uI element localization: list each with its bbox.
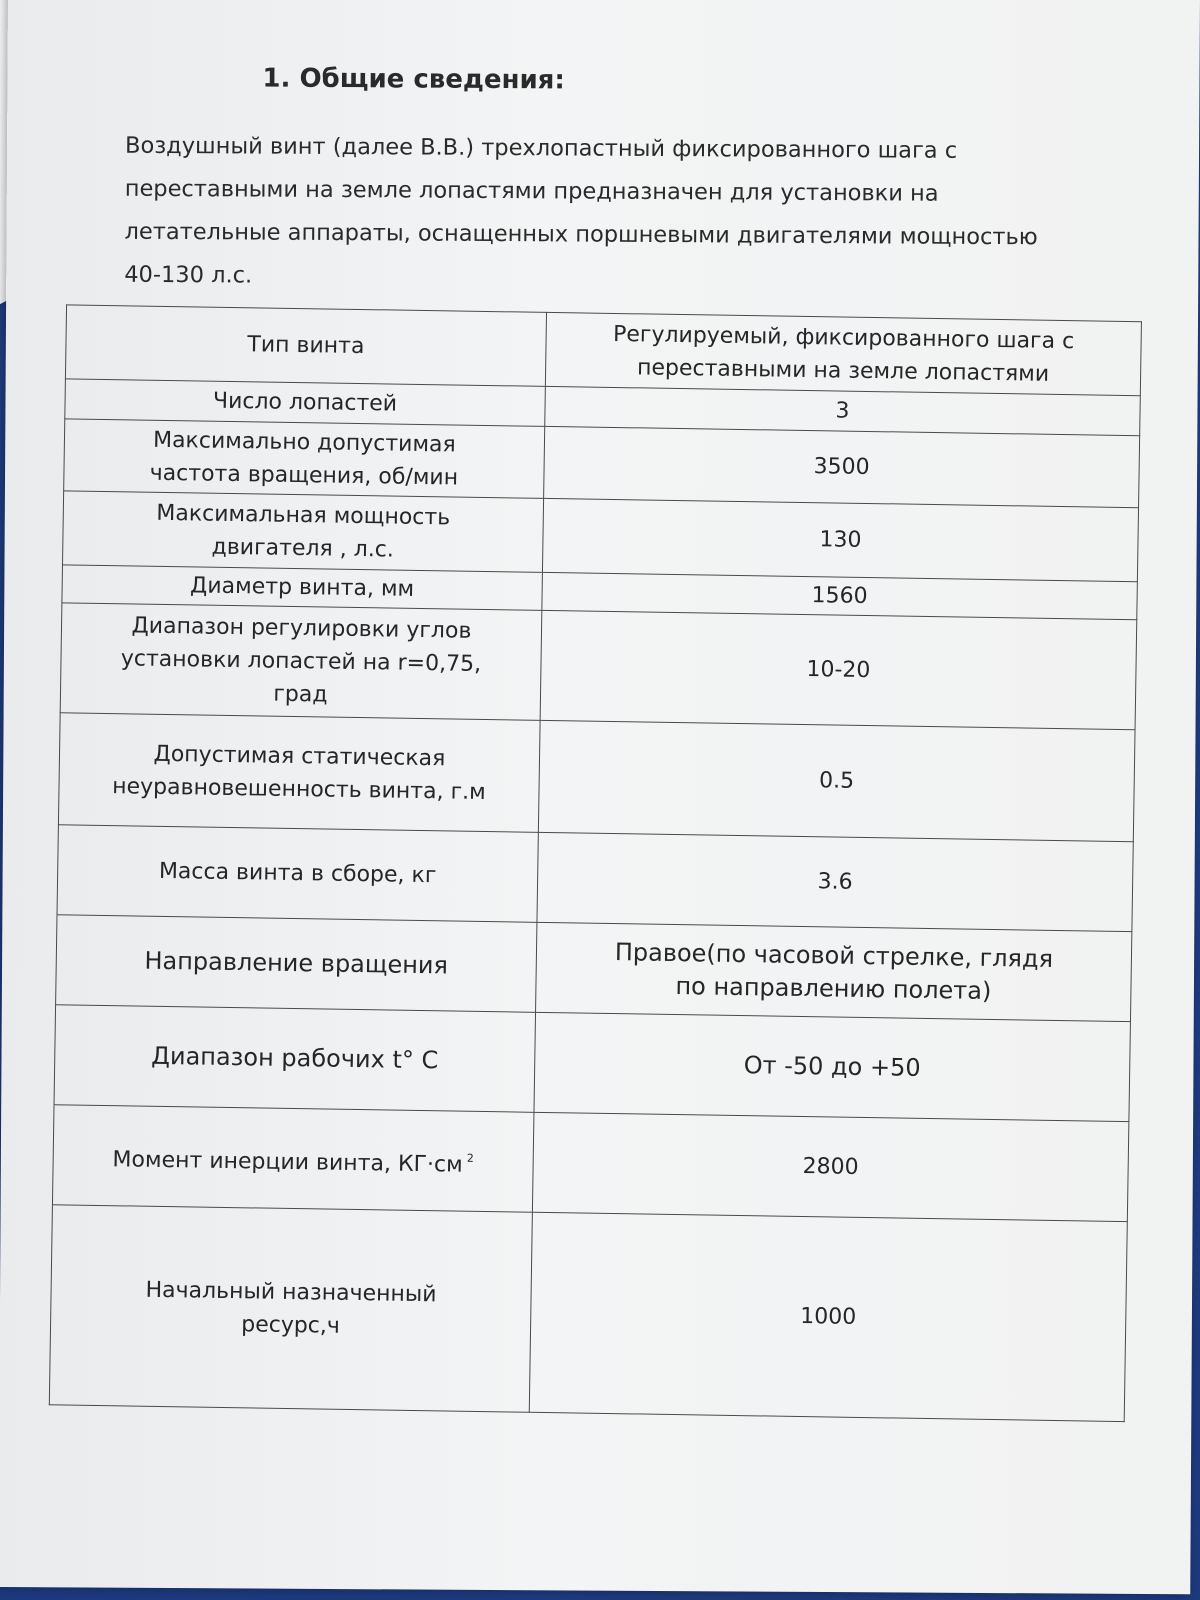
section-heading: 1. Общие сведения: <box>262 63 565 96</box>
intro-line: летательные аппараты, оснащенных поршневыми двигателями мощностью <box>124 218 1038 251</box>
param-cell: Допустимая статическая неуравновешенность винта, г.м <box>58 713 540 833</box>
param-cell: Число лопастей <box>65 379 545 427</box>
param-cell: Максимальная мощность двигателя , л.с. <box>63 491 544 573</box>
table-row-rotation-direction <box>56 915 1132 1022</box>
param-cell: Диапазон регулировки углов установки лопастей на r=0,75, град <box>60 603 542 721</box>
value-cell: 3 <box>545 386 1141 435</box>
value-cell: 1000 <box>529 1212 1127 1421</box>
value-cell: Регулируемый, фиксированного шага с переставными на земле лопастями <box>545 312 1141 395</box>
value-cell: 130 <box>542 498 1138 581</box>
param-cell: Начальный назначенный ресурс,ч <box>49 1205 532 1413</box>
intro-paragraph <box>124 125 1135 303</box>
intro-line: Воздушный винт (далее В.В.) трехлопастный фиксированного шага с <box>124 132 958 164</box>
table-row-blade-angle-range <box>60 603 1137 730</box>
table-row-moment-of-inertia <box>52 1105 1128 1222</box>
value-cell: 0.5 <box>538 720 1135 841</box>
param-cell: Направление вращения <box>56 915 537 1013</box>
table-row-temperature-range <box>54 1005 1130 1122</box>
value-cell: 3.6 <box>537 832 1133 931</box>
table-row-mass <box>57 825 1133 932</box>
superscript: 2 <box>466 1151 474 1165</box>
value-cell: 1560 <box>542 572 1138 619</box>
param-cell: Максимально допустимая частота вращения, об/мин <box>64 419 545 499</box>
value-cell: Правое(по часовой стрелке, глядя по направлению полета) <box>535 922 1131 1021</box>
param-cell: Диаметр винта, мм <box>62 565 542 611</box>
param-cell: Масса винта в сборе, кг <box>57 825 538 923</box>
table-row-static-imbalance <box>58 713 1135 842</box>
param-cell: Тип винта <box>65 305 546 387</box>
value-cell: 10-20 <box>540 610 1137 729</box>
intro-line: переставными на земле лопастями предназначен для установки на <box>124 175 939 207</box>
param-cell: Момент инерции винта, КГ·см $^2$ <box>52 1105 533 1213</box>
intro-line: 40-130 л.с. <box>124 261 253 289</box>
specifications-table <box>49 304 1142 1422</box>
table-row-initial-resource <box>49 1205 1127 1422</box>
value-cell: 3500 <box>544 426 1140 507</box>
value-cell: От -50 до +50 <box>534 1012 1131 1121</box>
value-cell: 2800 <box>532 1112 1129 1221</box>
param-cell: Диапазон рабочих t° C <box>54 1005 535 1113</box>
